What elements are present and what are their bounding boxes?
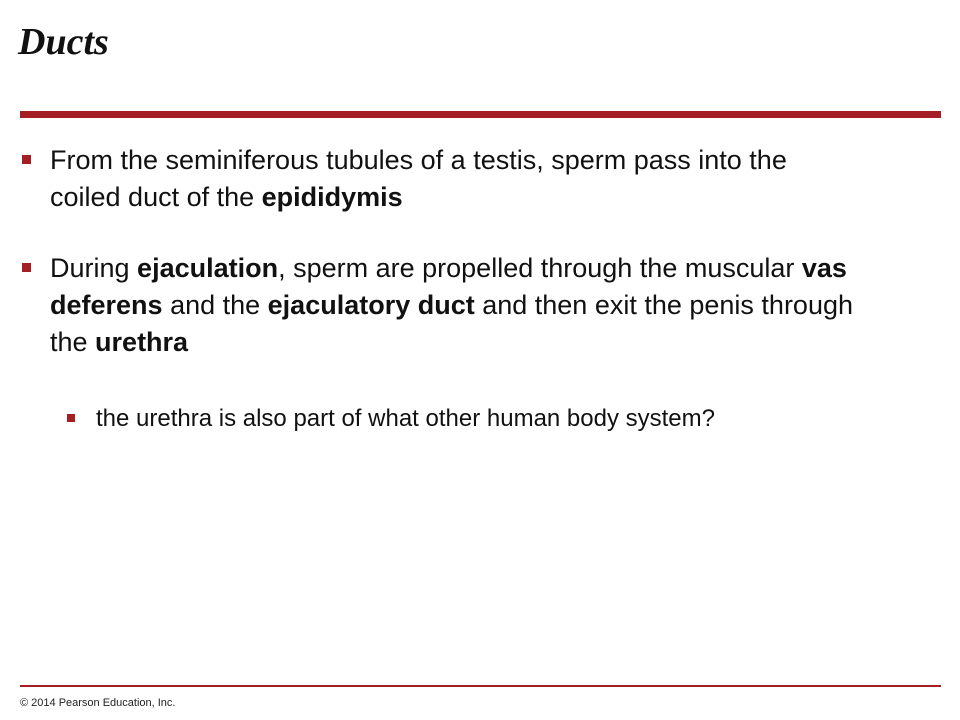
- bullet-text-segment: , sperm are propelled through the muscular: [278, 253, 802, 283]
- bullet-keyword: ejaculatory duct: [267, 290, 475, 320]
- slide-title: Ducts: [18, 21, 109, 63]
- bullet-keyword: urethra: [95, 327, 189, 357]
- bullet-text-segment: and the: [162, 290, 268, 320]
- square-bullet-icon: [22, 263, 31, 272]
- bullet-ejaculation: [50, 250, 860, 361]
- bullet-text: [50, 145, 787, 212]
- footer-divider: [20, 685, 941, 687]
- square-bullet-icon: [22, 155, 31, 164]
- bullet-text-segment: and then exit the penis through the: [50, 290, 853, 357]
- bullet-keyword: vas deferens: [50, 253, 847, 320]
- bullet-keyword: epididymis: [261, 182, 403, 212]
- bullet-text: [50, 253, 853, 357]
- bullet-text-segment: From the seminiferous tubules of a testis, sperm pass into the coiled duct of the: [50, 145, 787, 212]
- bullet-keyword: ejaculation: [137, 253, 279, 283]
- sub-bullet-text: the urethra is also part of what other human body system?: [96, 405, 715, 432]
- sub-bullet-urethra-question: [96, 403, 866, 435]
- copyright-footer: © 2014 Pearson Education, Inc.: [20, 697, 176, 709]
- bullet-text-segment: During: [50, 253, 138, 283]
- bullet-epididymis: [50, 142, 860, 216]
- square-bullet-icon: [67, 414, 75, 422]
- title-divider: [20, 111, 941, 118]
